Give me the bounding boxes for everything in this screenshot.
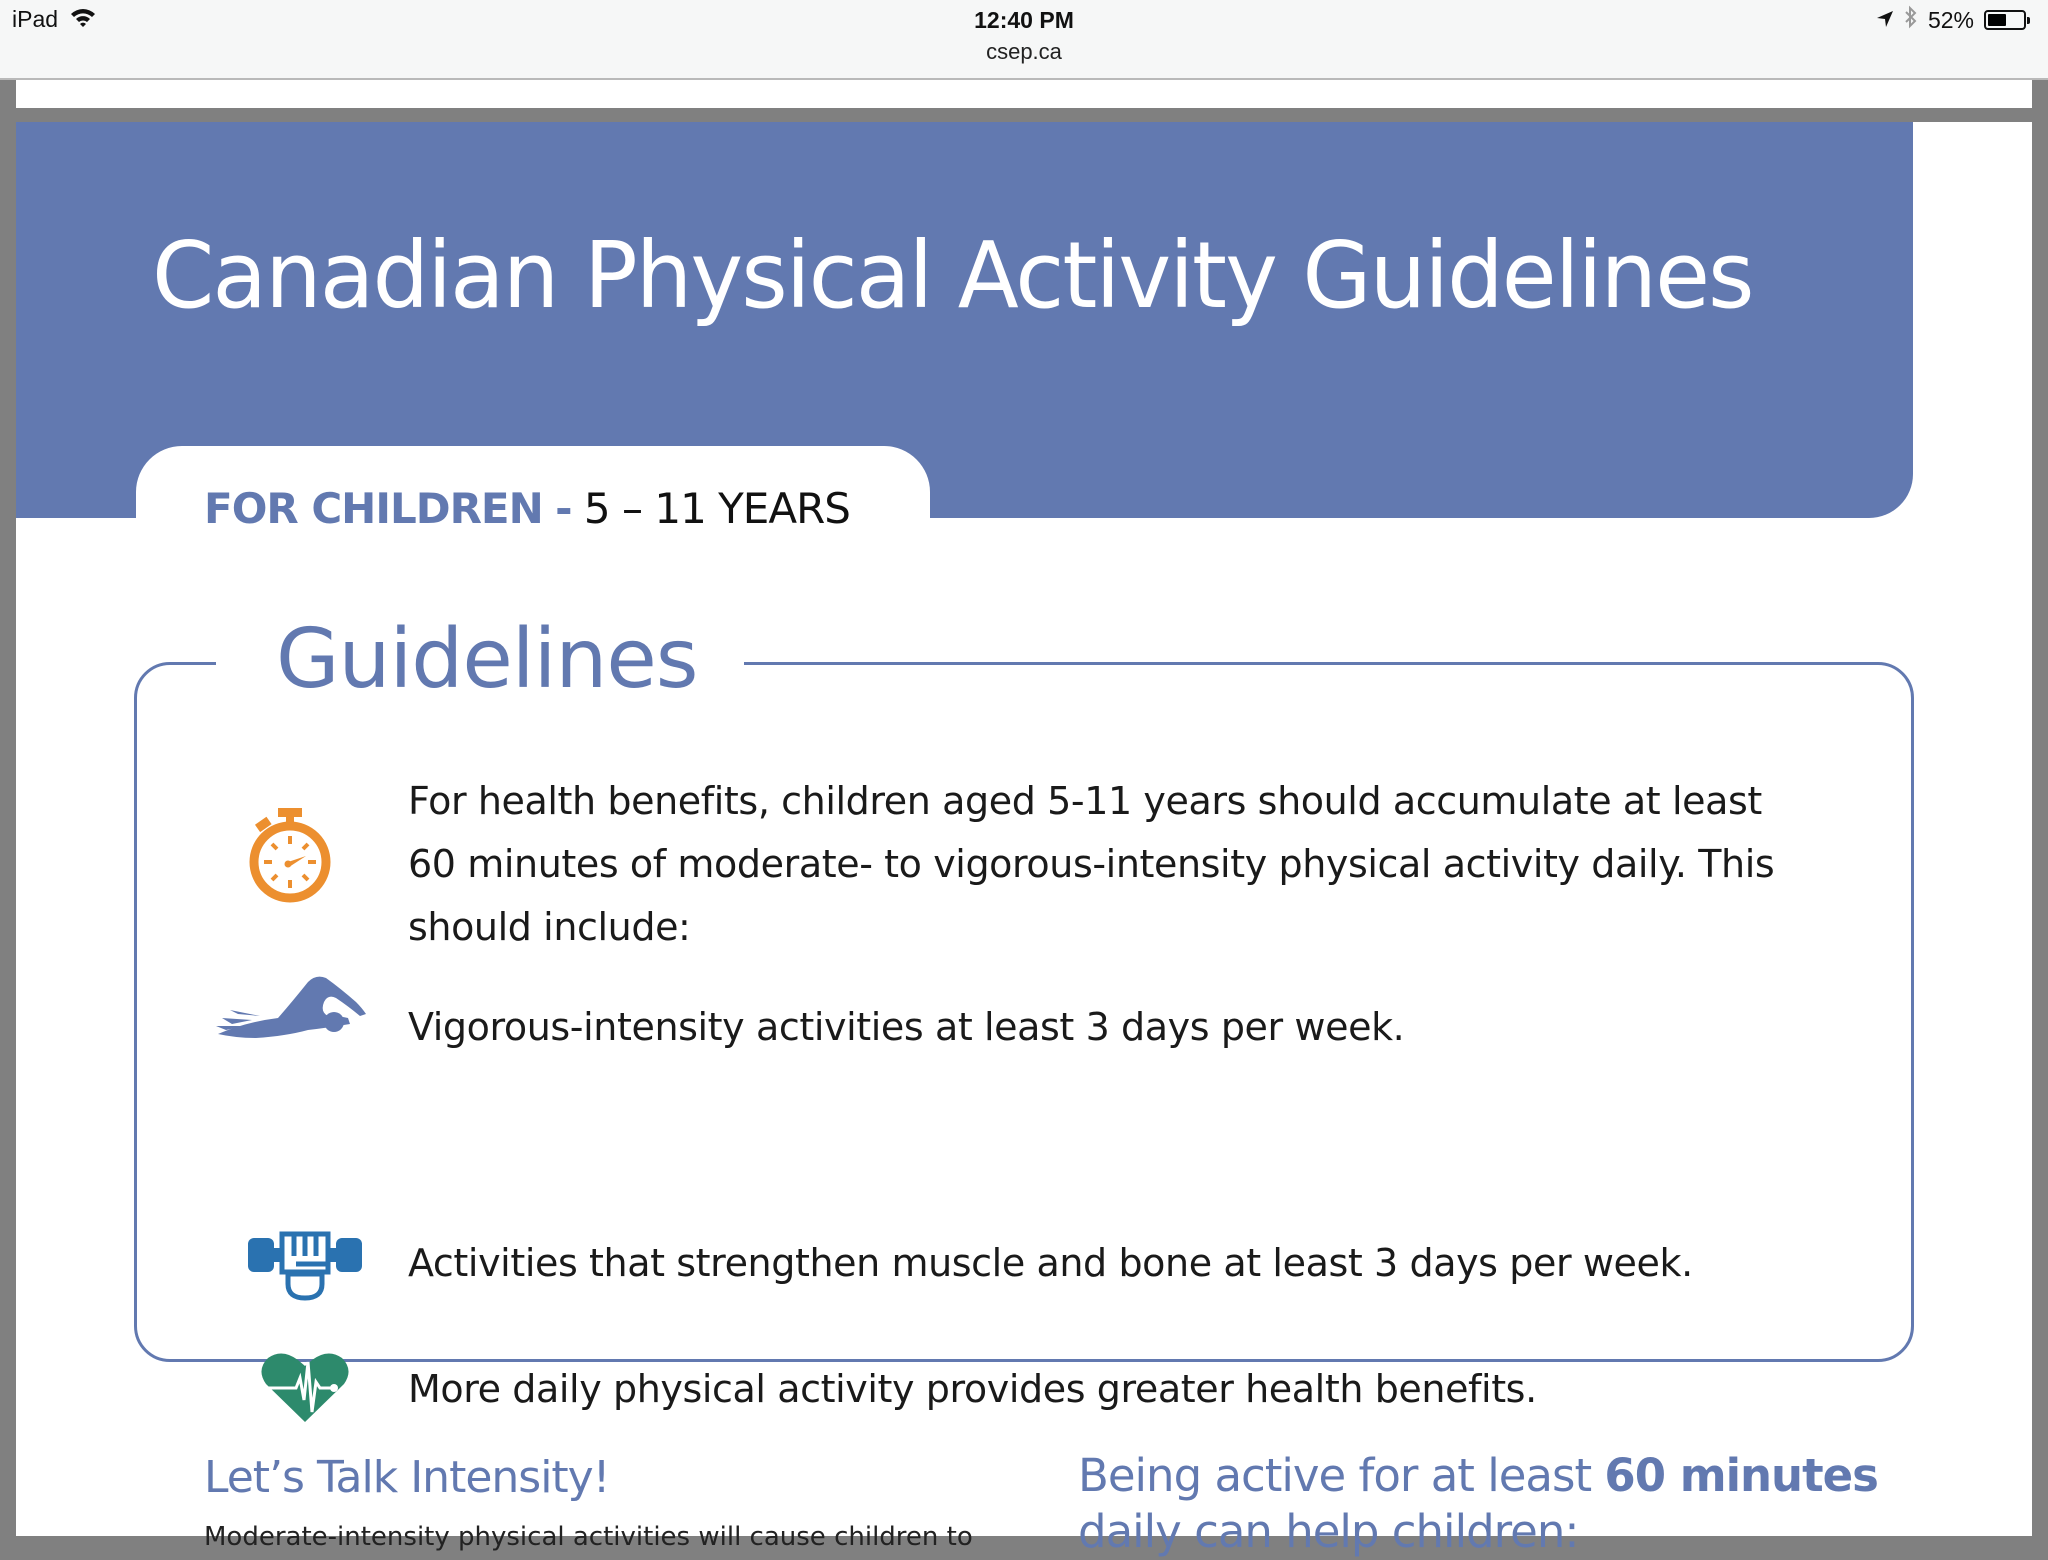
benefits-heading — [1078, 1448, 1878, 1560]
audience-separator: - — [555, 484, 572, 533]
battery-percent: 52% — [1927, 6, 1974, 33]
status-bar — [0, 0, 2048, 80]
audience-group: FOR CHILDREN — [204, 484, 543, 533]
right-gutter — [2032, 80, 2048, 1536]
battery-icon — [1984, 10, 2026, 30]
guideline-item-daily-minutes: For health benefits, children aged 5-11 years should accumulate at least 60 minutes of moderate- to vigorous-intensity physical activity daily. This should include: — [408, 779, 1775, 949]
stopwatch-icon — [244, 806, 334, 910]
location-arrow-icon — [1876, 7, 1894, 34]
battery-nub — [2027, 17, 2030, 24]
clock: 12:40 PM — [974, 7, 1074, 33]
status-right — [1876, 6, 2026, 34]
intensity-body-partial: Moderate-intensity physical activities will cause children to — [204, 1522, 973, 1552]
status-center — [0, 6, 2048, 66]
address-url[interactable]: csep.ca — [986, 39, 1062, 64]
document-title: Canadian Physical Activity Guidelines — [152, 222, 1753, 329]
audience-label — [204, 484, 850, 533]
bluetooth-icon — [1904, 6, 1918, 34]
heart-pulse-icon — [260, 1352, 350, 1428]
swimmer-icon — [216, 972, 368, 1046]
device-name: iPad — [12, 6, 59, 32]
guideline-item-vigorous: Vigorous-intensity activities at least 3 days per week. — [408, 1005, 1405, 1049]
guidelines-heading: Guidelines — [276, 612, 698, 707]
benefits-heading-bold: 60 minutes — [1604, 1449, 1878, 1502]
guidelines-heading-wrap — [216, 610, 744, 710]
guideline-item-strength: Activities that strengthen muscle and bone at least 3 days per week. — [408, 1241, 1693, 1285]
intensity-heading: Let’s Talk Intensity! — [204, 1452, 610, 1503]
previous-page-edge — [16, 80, 2032, 108]
audience-age: 5 – 11 YEARS — [583, 484, 850, 533]
document-page — [16, 122, 2032, 1558]
left-gutter — [0, 122, 16, 1536]
battery-level — [1988, 14, 2006, 26]
guideline-item-more-activity: More daily physical activity provides greater health benefits. — [408, 1367, 1537, 1411]
benefits-heading-pre: Being active for at least — [1078, 1449, 1605, 1502]
benefits-heading-line2: daily can help children: — [1078, 1505, 1579, 1558]
dumbbell-fist-icon — [248, 1230, 362, 1306]
